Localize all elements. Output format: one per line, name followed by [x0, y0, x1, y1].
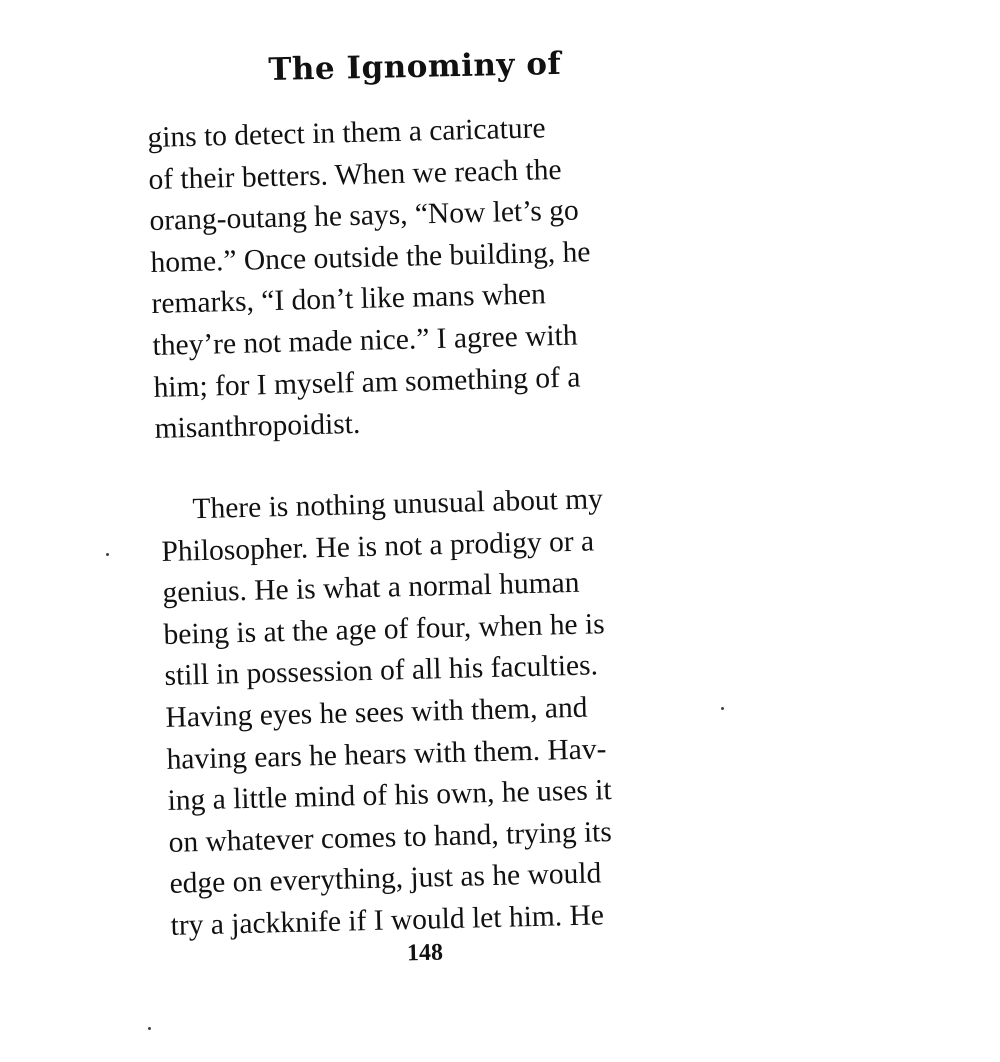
page-number: 148 [406, 939, 444, 967]
running-head: The Ignominy of [268, 45, 562, 88]
text-line: being is at the age of four, when he is [163, 607, 605, 651]
text-line: still in possession of all his faculties. [164, 649, 599, 693]
paragraph-2 [160, 479, 615, 947]
text-line: of their betters. When we reach the [148, 153, 562, 196]
text-line: remarks, “I don’t like mans when [151, 278, 547, 321]
text-line: orang-outang he says, “Now let’s go [149, 194, 580, 238]
text-line: ing a little mind of his own, he uses it [167, 774, 612, 818]
paragraph-1 [147, 107, 595, 450]
text-line: gins to detect in them a caricature [147, 112, 546, 154]
text-line: him; for I myself am something of a [153, 361, 581, 404]
text-line: Having eyes he sees with them, and [165, 691, 588, 734]
text-line: try a jackknife if I would let him. He [170, 899, 605, 942]
scan-speck [148, 1027, 151, 1030]
text-line: misanthropoidist. [154, 408, 361, 446]
text-line: genius. He is what a normal human [162, 566, 580, 610]
text-line: Philosopher. He is not a prodigy or a [161, 525, 595, 568]
scan-speck [106, 553, 109, 556]
scan-speck [721, 707, 724, 710]
text-line: on whatever comes to hand, trying its [168, 815, 613, 859]
text-line: they’re not made nice.” I agree with [152, 319, 578, 362]
text-line: having ears he hears with them. Hav- [166, 732, 607, 776]
text-line: edge on everything, just as he would [169, 857, 602, 901]
text-line: home.” Once outside the building, he [150, 235, 591, 279]
text-line: There is nothing unusual about my [192, 483, 604, 526]
